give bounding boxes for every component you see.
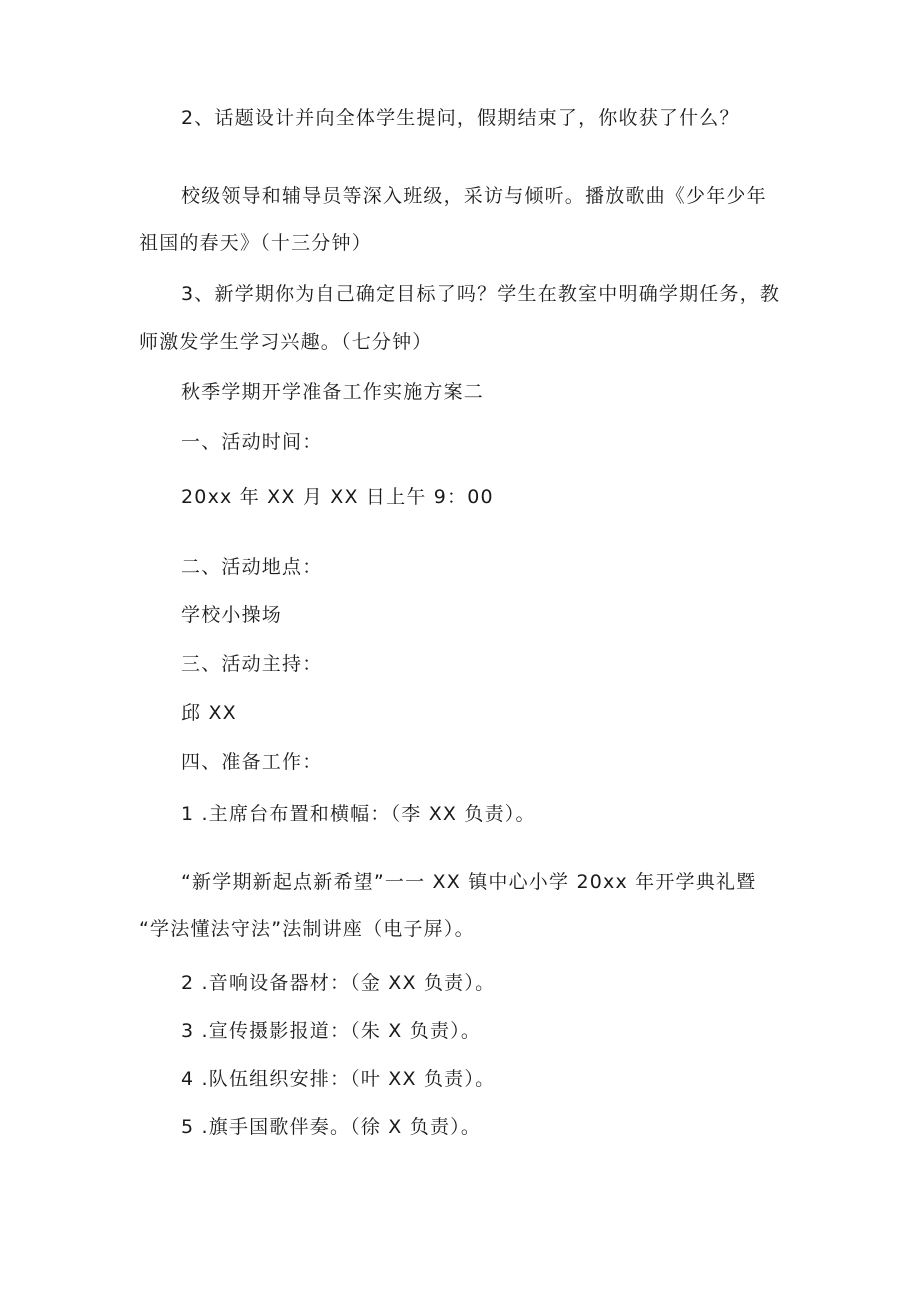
- activity-host-value: 邱 XX: [181, 702, 237, 724]
- prep-item-5: 5 .旗手国歌伴奏。（徐 X 负责）。: [181, 1116, 482, 1138]
- banner-text: “新学期新起点新希望”一一 XX 镇中心小学 20xx 年开学典礼暨: [181, 871, 757, 893]
- section-title: 秋季学期开学准备工作实施方案二: [181, 381, 485, 403]
- activity-location-value: 学校小操场: [181, 604, 283, 626]
- prep-item-3: 3 .宣传摄影报道：（朱 X 负责）。: [181, 1020, 482, 1042]
- paragraph-topic-question: 2、话题设计并向全体学生提问，假期结束了，你收获了什么？: [181, 107, 740, 129]
- paragraph-leaders-interview-cont: 祖国的春天》（十三分钟）: [139, 232, 372, 254]
- heading-preparation: 四、准备工作：: [181, 751, 323, 773]
- banner-text-cont: “学法懂法守法”法制讲座（电子屏）。: [139, 918, 475, 940]
- prep-item-4: 4 .队伍组织安排：（叶 XX 负责）。: [181, 1068, 496, 1090]
- prep-item-1: 1 .主席台布置和横幅：（李 XX 负责）。: [181, 803, 536, 825]
- activity-time-value: 20xx 年 XX 月 XX 日上午 9：00: [181, 486, 494, 508]
- prep-item-2: 2 .音响设备器材：（金 XX 负责）。: [181, 972, 496, 994]
- paragraph-new-semester-goal-cont: 师激发学生学习兴趣。（七分钟）: [139, 331, 433, 353]
- heading-activity-time: 一、活动时间：: [181, 431, 323, 453]
- paragraph-leaders-interview: 校级领导和辅导员等深入班级，采访与倾听。播放歌曲《少年少年: [181, 185, 767, 207]
- heading-activity-host: 三、活动主持：: [181, 653, 323, 675]
- heading-activity-location: 二、活动地点：: [181, 556, 323, 578]
- paragraph-new-semester-goal: 3、新学期你为自己确定目标了吗？学生在教室中明确学期任务，教: [181, 283, 781, 305]
